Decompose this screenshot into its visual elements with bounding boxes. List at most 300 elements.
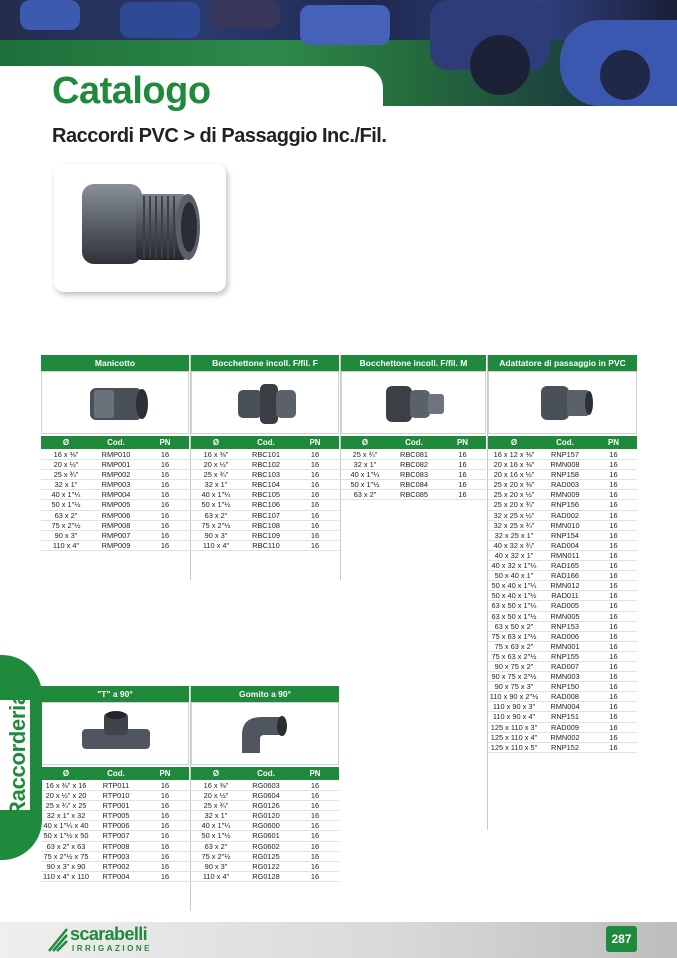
table-row <box>488 480 637 490</box>
product-image-bocchettone-f <box>191 371 339 434</box>
table-body-t-90 <box>41 781 189 882</box>
table-row <box>488 682 637 692</box>
cell-diameter: 25 x ¾" <box>203 470 229 480</box>
cell-diameter: 25 x 20 x ½" <box>493 490 535 500</box>
table-row <box>488 490 637 500</box>
cell-pn: 16 <box>160 781 170 790</box>
cell-pn: 16 <box>609 520 618 530</box>
table-row <box>41 450 189 460</box>
cell-pn: 16 <box>609 641 618 651</box>
cell-diameter: 32 x 25 x 1" <box>494 530 534 540</box>
cell-code: RG0126 <box>252 801 280 811</box>
cell-pn: 16 <box>160 520 170 530</box>
cell-pn: 16 <box>160 811 170 821</box>
cell-diameter: 16 x ⅜" <box>203 781 229 790</box>
column-header-row <box>41 436 189 449</box>
table-row <box>488 733 637 743</box>
cell-diameter: 63 x 2" <box>204 510 228 520</box>
table-row <box>488 743 637 753</box>
union-male-icon <box>342 372 487 434</box>
cell-code: RNP158 <box>551 470 579 480</box>
cell-code: RG0122 <box>252 861 280 871</box>
table-row <box>191 490 339 500</box>
page-title: Catalogo <box>52 70 211 112</box>
column-pn: PN <box>309 769 321 778</box>
product-image-gomito <box>191 702 339 765</box>
cell-pn: 16 <box>160 480 170 490</box>
cell-pn: 16 <box>609 712 618 722</box>
table-row <box>191 470 339 480</box>
cell-pn: 16 <box>609 581 618 591</box>
cell-pn: 16 <box>310 811 320 821</box>
cell-pn: 16 <box>609 661 618 671</box>
column-code: Cod. <box>556 438 574 447</box>
cell-code: RBC107 <box>252 510 280 520</box>
cell-pn: 16 <box>609 732 618 742</box>
cell-pn: 16 <box>458 450 467 459</box>
brand-name: scarabelli <box>70 924 148 944</box>
cell-code: RBC084 <box>400 480 428 490</box>
union-icon <box>192 372 340 434</box>
cell-code: RNP154 <box>551 530 579 540</box>
cell-code: RNP150 <box>551 682 579 692</box>
column-header-row <box>41 767 189 780</box>
table-row <box>341 480 486 490</box>
cell-code: RTP001 <box>102 801 130 811</box>
cell-pn: 16 <box>310 530 320 540</box>
cell-code: RG0128 <box>252 871 280 881</box>
cell-code: RMP008 <box>101 520 131 530</box>
column-code: Cod. <box>257 769 275 778</box>
cell-code: RBC101 <box>252 450 280 459</box>
cell-diameter: 110 x 4" <box>202 871 230 881</box>
product-image-t-90 <box>41 702 189 765</box>
cell-diameter: 16 x ⅜" x 16 <box>45 781 87 790</box>
cell-diameter: 32 x 1" <box>204 811 228 821</box>
cell-pn: 16 <box>160 831 170 841</box>
column-pn: PN <box>159 438 171 447</box>
table-row <box>488 642 637 652</box>
table-row <box>488 601 637 611</box>
cell-pn: 16 <box>609 571 618 581</box>
table-body-adattatore <box>488 450 637 753</box>
table-row <box>41 460 189 470</box>
column-diameter: Ø <box>510 438 518 447</box>
cell-pn: 16 <box>160 460 170 470</box>
table-row <box>41 791 189 801</box>
table-row <box>488 692 637 702</box>
product-image-adattatore <box>488 371 637 434</box>
cell-code: RMP009 <box>101 540 131 550</box>
banner-fitting <box>300 5 390 45</box>
table-row <box>41 480 189 490</box>
cell-pn: 16 <box>160 510 170 520</box>
banner-fitting <box>470 35 530 95</box>
table-title-adattatore: Adattatore di passaggio in PVC <box>488 355 637 371</box>
table-row <box>41 500 189 510</box>
cell-pn: 16 <box>310 861 320 871</box>
table-row <box>341 450 486 460</box>
cell-code: RTP011 <box>102 781 130 790</box>
product-image-bocchettone-m <box>341 371 486 434</box>
cell-code: RMN010 <box>550 520 580 530</box>
cell-diameter: 40 x 32 x ¾" <box>493 540 535 550</box>
cell-pn: 16 <box>160 871 170 881</box>
table-row <box>488 571 637 581</box>
cell-pn: 16 <box>310 500 320 510</box>
cell-diameter: 25 x ¾" <box>352 450 378 459</box>
cell-pn: 16 <box>609 500 618 510</box>
table-row <box>488 450 637 460</box>
cell-diameter: 63 x 2" <box>353 490 377 500</box>
cell-diameter: 110 x 4" x 110 <box>43 871 89 881</box>
table-row <box>41 521 189 531</box>
cell-code: RMN012 <box>550 581 580 591</box>
cell-diameter: 32 x 1" <box>353 460 377 470</box>
cell-diameter: 90 x 75 x 2"½ <box>491 672 537 682</box>
cell-diameter: 50 x 1"½ <box>201 500 231 510</box>
cell-diameter: 50 x 1"½ x 50 <box>43 831 89 841</box>
cell-pn: 16 <box>609 672 618 682</box>
cell-diameter: 125 x 110 x 4" <box>490 732 538 742</box>
cell-diameter: 50 x 1"½ <box>51 500 81 510</box>
cell-code: RAD006 <box>551 631 579 641</box>
cell-code: RMN004 <box>550 702 580 712</box>
table-row <box>488 460 637 470</box>
column-pn: PN <box>607 438 620 447</box>
table-row <box>191 781 339 791</box>
table-title-manicotto: Manicotto <box>41 355 189 371</box>
cell-pn: 16 <box>310 781 320 790</box>
cell-diameter: 32 x 1" x 32 <box>46 811 86 821</box>
cell-diameter: 90 x 75 x 3" <box>494 682 534 692</box>
column-diameter: Ø <box>62 438 70 447</box>
brand-subtitle: IRRIGAZIONE <box>72 944 152 953</box>
column-pn: PN <box>456 438 469 447</box>
cell-code: RMP001 <box>101 460 131 470</box>
table-row <box>191 500 339 510</box>
cell-diameter: 110 x 4" <box>52 540 80 550</box>
cell-code: RTP007 <box>102 831 130 841</box>
cell-pn: 16 <box>160 861 170 871</box>
table-body-bocchettone-m <box>341 450 486 500</box>
cell-code: RBC083 <box>400 470 428 480</box>
cell-pn: 16 <box>609 470 618 480</box>
cell-pn: 16 <box>609 621 618 631</box>
cell-pn: 16 <box>160 450 170 459</box>
cell-diameter: 25 x 20 x ¾" <box>493 500 535 510</box>
cell-pn: 16 <box>160 821 170 831</box>
table-row <box>41 852 189 862</box>
cell-diameter: 32 x 1" <box>204 480 228 490</box>
cell-diameter: 90 x 75 x 2" <box>494 661 534 671</box>
cell-code: RBC106 <box>252 500 280 510</box>
table-row <box>41 531 189 541</box>
cell-pn: 16 <box>609 601 618 611</box>
table-row <box>488 652 637 662</box>
table-row <box>191 791 339 801</box>
cell-diameter: 20 x 16 x ½" <box>493 470 535 480</box>
cell-pn: 16 <box>310 821 320 831</box>
table-row <box>191 852 339 862</box>
cell-code: RAD007 <box>551 661 579 671</box>
table-row <box>41 821 189 831</box>
cell-pn: 16 <box>609 682 618 692</box>
cell-pn: 16 <box>160 801 170 811</box>
column-header-row <box>191 436 339 449</box>
table-row <box>191 450 339 460</box>
cell-diameter: 32 x 25 x ½" <box>493 510 535 520</box>
table-row <box>41 470 189 480</box>
table-row <box>488 531 637 541</box>
table-row <box>41 801 189 811</box>
cell-code: RG0603 <box>252 781 280 790</box>
cell-code: RAD005 <box>551 601 579 611</box>
column-diameter: Ø <box>361 438 369 447</box>
banner-fitting <box>20 0 80 30</box>
cell-pn: 16 <box>609 692 618 702</box>
cell-code: RMP003 <box>101 480 131 490</box>
cell-pn: 16 <box>160 470 170 480</box>
cell-diameter: 63 x 2" <box>204 841 228 851</box>
table-row <box>488 712 637 722</box>
cell-code: RG0602 <box>252 841 280 851</box>
banner-fitting <box>210 0 280 28</box>
table-row <box>488 541 637 551</box>
cell-pn: 16 <box>160 490 170 500</box>
column-code: Cod. <box>107 438 125 447</box>
column-code: Cod. <box>405 438 423 447</box>
cell-diameter: 63 x 50 x 1"¼ <box>491 601 537 611</box>
cell-pn: 16 <box>310 450 320 459</box>
cell-diameter: 40 x 1"¼ <box>51 490 81 500</box>
scarabelli-logo-icon <box>47 925 69 953</box>
cell-diameter: 50 x 40 x 1"½ <box>491 591 537 601</box>
cell-diameter: 75 x 63 x 2"½ <box>491 651 537 661</box>
cell-diameter: 32 x 1" <box>54 480 78 490</box>
cell-code: RBC104 <box>252 480 280 490</box>
column-header-row <box>488 436 637 449</box>
banner-fitting <box>120 2 200 38</box>
table-row <box>41 842 189 852</box>
cell-diameter: 75 x 2"½ <box>201 851 231 861</box>
cell-code: RMP006 <box>101 510 131 520</box>
table-row <box>341 460 486 470</box>
cell-code: RTP003 <box>102 851 130 861</box>
cell-diameter: 20 x ½" x 20 <box>45 791 87 801</box>
cell-pn: 16 <box>310 520 320 530</box>
cell-pn: 16 <box>458 470 467 480</box>
cell-pn: 16 <box>609 591 618 601</box>
cell-pn: 16 <box>458 460 467 470</box>
cell-diameter: 20 x 16 x ⅜" <box>493 460 535 470</box>
cell-pn: 16 <box>310 540 320 550</box>
cell-pn: 16 <box>310 490 320 500</box>
cell-pn: 16 <box>609 550 618 560</box>
table-row <box>488 500 637 510</box>
cell-diameter: 75 x 2"½ x 75 <box>43 851 89 861</box>
column-diameter: Ø <box>62 769 70 778</box>
elbow-icon <box>192 703 340 765</box>
cell-pn: 16 <box>609 561 618 571</box>
column-code: Cod. <box>107 769 125 778</box>
cell-diameter: 75 x 2"½ <box>51 520 81 530</box>
cell-code: RG0120 <box>252 811 280 821</box>
cell-diameter: 40 x 32 x 1"¼ <box>491 561 537 571</box>
cell-diameter: 90 x 3" <box>54 530 78 540</box>
page-number: 287 <box>606 926 637 952</box>
cell-diameter: 110 x 90 x 4" <box>492 712 536 722</box>
table-row <box>191 831 339 841</box>
cell-diameter: 25 x 20 x ⅜" <box>493 480 535 490</box>
cell-code: RG0601 <box>252 831 280 841</box>
cell-code: RBC102 <box>252 460 280 470</box>
table-row <box>41 511 189 521</box>
column-header-row <box>191 767 339 780</box>
cell-diameter: 25 x ¾" <box>203 801 229 811</box>
cell-pn: 16 <box>310 510 320 520</box>
cell-pn: 16 <box>310 841 320 851</box>
table-row <box>341 470 486 480</box>
cell-pn: 16 <box>609 742 618 752</box>
cell-pn: 16 <box>160 841 170 851</box>
cell-pn: 16 <box>609 631 618 641</box>
adapter-fitting-icon <box>70 170 220 288</box>
cell-diameter: 110 x 4" <box>202 540 230 550</box>
cell-pn: 16 <box>160 500 170 510</box>
cell-code: RBC085 <box>400 490 428 500</box>
cell-pn: 16 <box>609 450 618 459</box>
banner-fitting <box>600 50 650 100</box>
cell-code: RMP007 <box>101 530 131 540</box>
cell-code: RMP002 <box>101 470 131 480</box>
table-body-bocchettone-f <box>191 450 339 551</box>
table-row <box>488 561 637 571</box>
cell-pn: 16 <box>609 510 618 520</box>
cell-code: RAD011 <box>551 591 579 601</box>
cell-diameter: 63 x 50 x 2" <box>494 621 534 631</box>
cell-pn: 16 <box>160 540 170 550</box>
cell-code: RAD009 <box>551 722 579 732</box>
cell-code: RTP005 <box>102 811 130 821</box>
column-pn: PN <box>309 438 321 447</box>
cell-pn: 16 <box>160 791 170 801</box>
cell-pn: 16 <box>310 831 320 841</box>
cell-code: RTP008 <box>102 841 130 851</box>
table-row <box>488 662 637 672</box>
cell-code: RG0604 <box>252 791 280 801</box>
column-code: Cod. <box>257 438 275 447</box>
side-tab-label: Raccorderia <box>5 693 30 817</box>
cell-diameter: 20 x ½" <box>203 460 229 470</box>
table-row <box>41 490 189 500</box>
cell-pn: 16 <box>609 530 618 540</box>
cell-pn: 16 <box>160 851 170 861</box>
table-row <box>488 622 637 632</box>
table-row <box>488 511 637 521</box>
cell-code: RAD004 <box>551 540 579 550</box>
cell-diameter: 16 x 12 x ⅜" <box>493 450 535 459</box>
table-row <box>191 842 339 852</box>
cell-diameter: 32 x 25 x ¾" <box>493 520 535 530</box>
cell-code: RNP152 <box>551 742 579 752</box>
cell-code: RNP151 <box>551 712 579 722</box>
cell-pn: 16 <box>609 460 618 470</box>
cell-diameter: 40 x 1"¼ <box>201 490 231 500</box>
cell-diameter: 63 x 2" x 63 <box>46 841 86 851</box>
adapter-icon <box>489 372 638 434</box>
table-title-t-90: "T" a 90° <box>41 686 189 702</box>
cell-code: RNP157 <box>551 450 579 459</box>
cell-diameter: 16 x ⅜" <box>203 450 229 459</box>
cell-code: RAD003 <box>551 480 579 490</box>
table-row <box>41 862 189 872</box>
table-row <box>488 581 637 591</box>
cell-pn: 16 <box>458 480 467 490</box>
cell-pn: 16 <box>609 490 618 500</box>
cell-diameter: 75 x 63 x 1"½ <box>491 631 537 641</box>
cell-code: RAD165 <box>551 561 579 571</box>
column-pn: PN <box>159 769 171 778</box>
cell-diameter: 25 x ¾" <box>53 470 79 480</box>
table-title-gomito: Gomito a 90° <box>191 686 339 702</box>
table-title-bocchettone-f: Bocchettone incoll. F/fil. F <box>191 355 339 371</box>
cell-pn: 16 <box>160 530 170 540</box>
cell-code: RMN011 <box>550 550 580 560</box>
cell-diameter: 50 x 40 x 1" <box>494 571 534 581</box>
table-body-gomito <box>191 781 339 882</box>
cell-diameter: 20 x ½" <box>53 460 79 470</box>
cell-code: RBC108 <box>252 520 280 530</box>
table-body-manicotto <box>41 450 189 551</box>
cell-code: RAD002 <box>551 510 579 520</box>
cell-code: RBC110 <box>252 540 280 550</box>
cell-pn: 16 <box>609 611 618 621</box>
cell-diameter: 16 x ⅜" <box>53 450 79 459</box>
coupling-icon <box>42 372 190 434</box>
cell-diameter: 20 x ½" <box>203 791 229 801</box>
cell-diameter: 75 x 2"½ <box>201 520 231 530</box>
cell-diameter: 50 x 1"½ <box>201 831 231 841</box>
table-row <box>488 470 637 480</box>
cell-diameter: 40 x 1"¼ <box>201 821 231 831</box>
cell-pn: 16 <box>310 791 320 801</box>
cell-diameter: 25 x ¾" x 25 <box>45 801 87 811</box>
cell-code: RG0125 <box>252 851 280 861</box>
cell-code: RTP006 <box>102 821 130 831</box>
cell-pn: 16 <box>310 480 320 490</box>
column-diameter: Ø <box>212 769 220 778</box>
table-row <box>191 531 339 541</box>
table-row <box>191 541 339 551</box>
cell-diameter: 90 x 3" x 90 <box>46 861 86 871</box>
table-row <box>191 460 339 470</box>
cell-code: RMN002 <box>550 732 580 742</box>
cell-code: RG0600 <box>252 821 280 831</box>
cell-diameter: 110 x 90 x 3" <box>492 702 536 712</box>
table-row <box>41 872 189 882</box>
column-diameter: Ø <box>212 438 220 447</box>
cell-diameter: 50 x 40 x 1"¼ <box>491 581 537 591</box>
cell-diameter: 63 x 2" <box>54 510 78 520</box>
column-header-row <box>341 436 486 449</box>
table-row <box>341 490 486 500</box>
table-row <box>488 521 637 531</box>
hero-product-image <box>54 164 226 292</box>
cell-pn: 16 <box>609 722 618 732</box>
cell-pn: 16 <box>458 490 467 500</box>
cell-code: RBC081 <box>400 450 428 459</box>
